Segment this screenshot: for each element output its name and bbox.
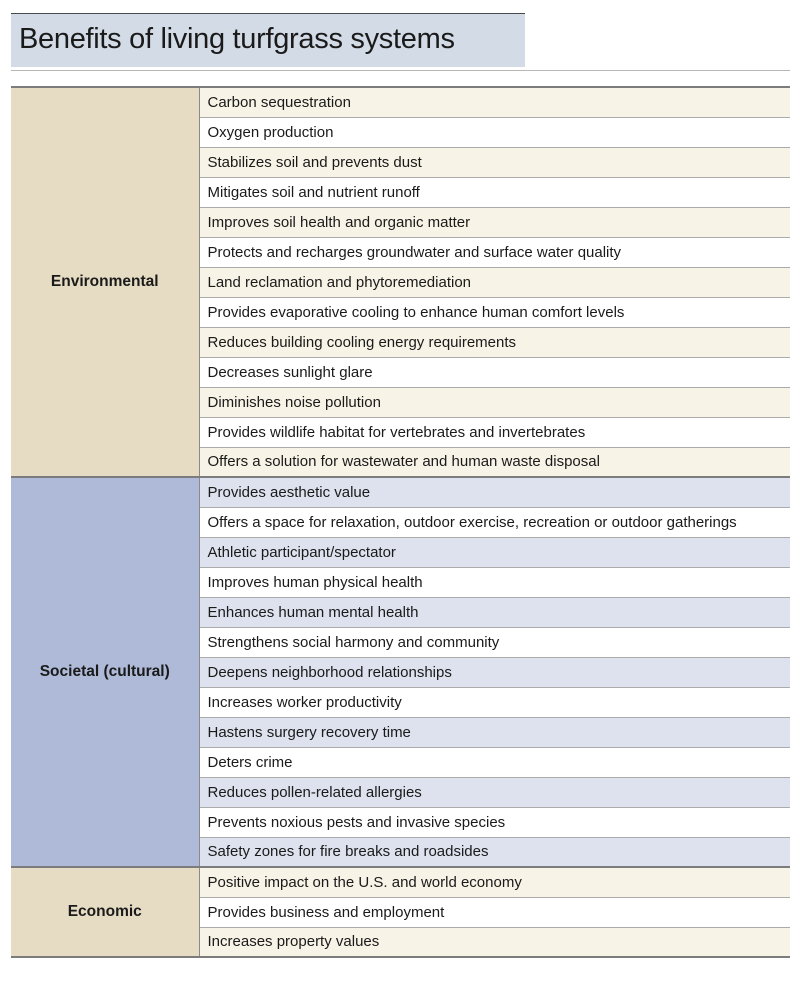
category-societal: Societal (cultural) [11, 477, 199, 867]
benefit-item: Deters crime [199, 747, 790, 777]
benefit-item: Offers a solution for wastewater and human waste disposal [199, 447, 790, 477]
benefit-item: Reduces building cooling energy requirements [199, 327, 790, 357]
benefit-item: Carbon sequestration [199, 87, 790, 117]
benefit-item: Improves soil health and organic matter [199, 207, 790, 237]
benefits-table-body [11, 87, 790, 957]
benefit-item: Athletic participant/spectator [199, 537, 790, 567]
benefit-item: Safety zones for fire breaks and roadsides [199, 837, 790, 867]
benefit-item: Diminishes noise pollution [199, 387, 790, 417]
benefit-item: Protects and recharges groundwater and surface water quality [199, 237, 790, 267]
benefit-item: Provides evaporative cooling to enhance human comfort levels [199, 297, 790, 327]
benefit-item: Offers a space for relaxation, outdoor exercise, recreation or outdoor gatherings [199, 507, 790, 537]
benefit-item: Decreases sunlight glare [199, 357, 790, 387]
table-row [11, 477, 790, 507]
benefit-item: Enhances human mental health [199, 597, 790, 627]
table-row [11, 87, 790, 117]
benefit-item: Increases property values [199, 927, 790, 957]
table-row [11, 867, 790, 897]
benefit-item: Provides business and employment [199, 897, 790, 927]
benefits-table [11, 86, 790, 958]
category-economic: Economic [11, 867, 199, 957]
benefit-item: Land reclamation and phytoremediation [199, 267, 790, 297]
benefit-item: Mitigates soil and nutrient runoff [199, 177, 790, 207]
benefit-item: Increases worker productivity [199, 687, 790, 717]
benefit-item: Deepens neighborhood relationships [199, 657, 790, 687]
benefit-item: Strengthens social harmony and community [199, 627, 790, 657]
benefit-item: Prevents noxious pests and invasive species [199, 807, 790, 837]
benefit-item: Improves human physical health [199, 567, 790, 597]
benefit-item: Hastens surgery recovery time [199, 717, 790, 747]
benefit-item: Reduces pollen-related allergies [199, 777, 790, 807]
benefit-item: Provides aesthetic value [199, 477, 790, 507]
title-divider [11, 70, 790, 71]
page-title: Benefits of living turfgrass systems [19, 23, 455, 55]
benefit-item: Oxygen production [199, 117, 790, 147]
category-environmental: Environmental [11, 87, 199, 477]
title-band [11, 13, 525, 67]
benefit-item: Positive impact on the U.S. and world economy [199, 867, 790, 897]
benefit-item: Provides wildlife habitat for vertebrates and invertebrates [199, 417, 790, 447]
benefit-item: Stabilizes soil and prevents dust [199, 147, 790, 177]
